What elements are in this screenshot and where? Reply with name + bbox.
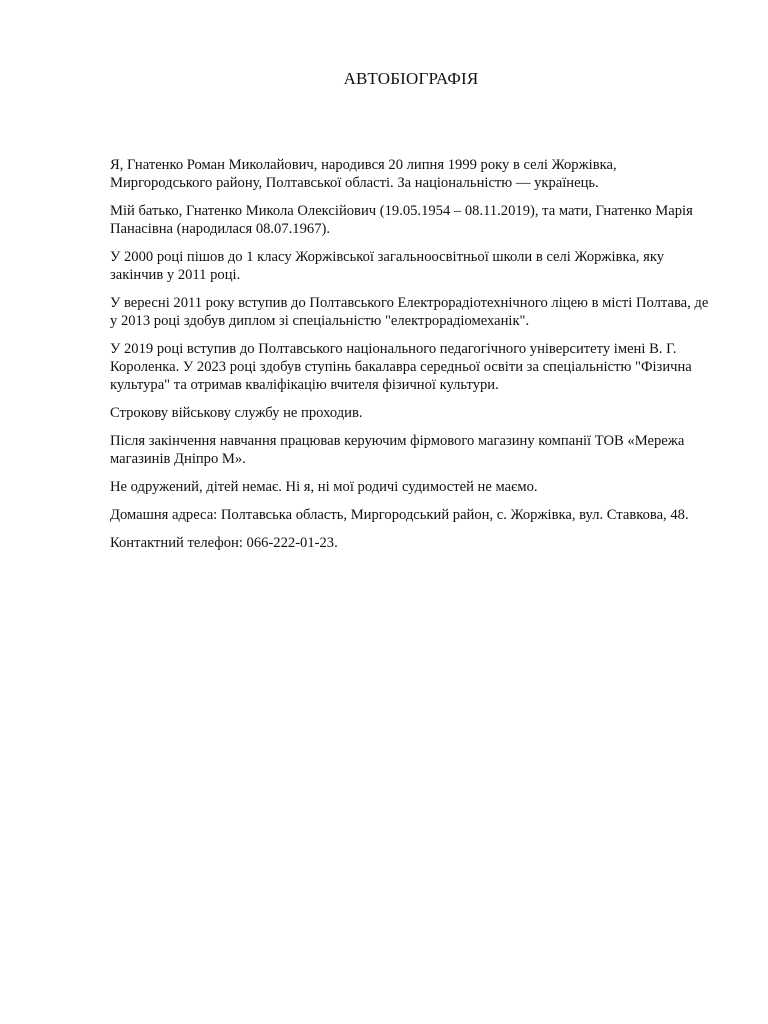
paragraph-university: У 2019 році вступив до Полтавського національного педагогічного університету імені В. Г. Короленка. У 2023 році здобув ступінь бакалавра середньої освіти за спеціальністю "Фізична культура" та отримав кваліфікацію вчителя фізичної культури.: [110, 341, 692, 393]
paragraph-parents: Мій батько, Гнатенко Микола Олексійович (19.05.1954 – 08.11.2019), та мати, Гнатенко Марія Панасівна (народилася 08.07.1967).: [110, 203, 693, 237]
paragraph-birth: Я, Гнатенко Роман Миколайович, народився 20 липня 1999 року в селі Жоржівка, Миргородського району, Полтавської області. За національністю — українець.: [110, 157, 617, 191]
document-body: [110, 156, 710, 562]
paragraph-phone: Контактний телефон: 066-222-01-23.: [110, 535, 338, 551]
paragraph-employment: Після закінчення навчання працював керуючим фірмового магазину компанії ТОВ «Мережа магазинів Дніпро М».: [110, 433, 685, 467]
paragraph-school: У 2000 році пішов до 1 класу Жоржівської загальноосвітньої школи в селі Жоржівка, яку закінчив у 2011 році.: [110, 249, 664, 283]
paragraph-lyceum: У вересні 2011 року вступив до Полтавського Електрорадіотехнічного ліцею в місті Полтава, де у 2013 році здобув диплом зі спеціальністю "електрорадіомеханік".: [110, 295, 709, 329]
paragraph-home-address: Домашня адреса: Полтавська область, Миргородський район, с. Жоржівка, вул. Ставкова, 48.: [110, 507, 689, 523]
paragraph-family-status: Не одружений, дітей немає. Ні я, ні мої родичі судимостей не маємо.: [110, 479, 538, 495]
document-title: АВТОБІОГРАФІЯ: [343, 69, 479, 88]
paragraph-military-service: Строкову військову службу не проходив.: [110, 405, 363, 421]
